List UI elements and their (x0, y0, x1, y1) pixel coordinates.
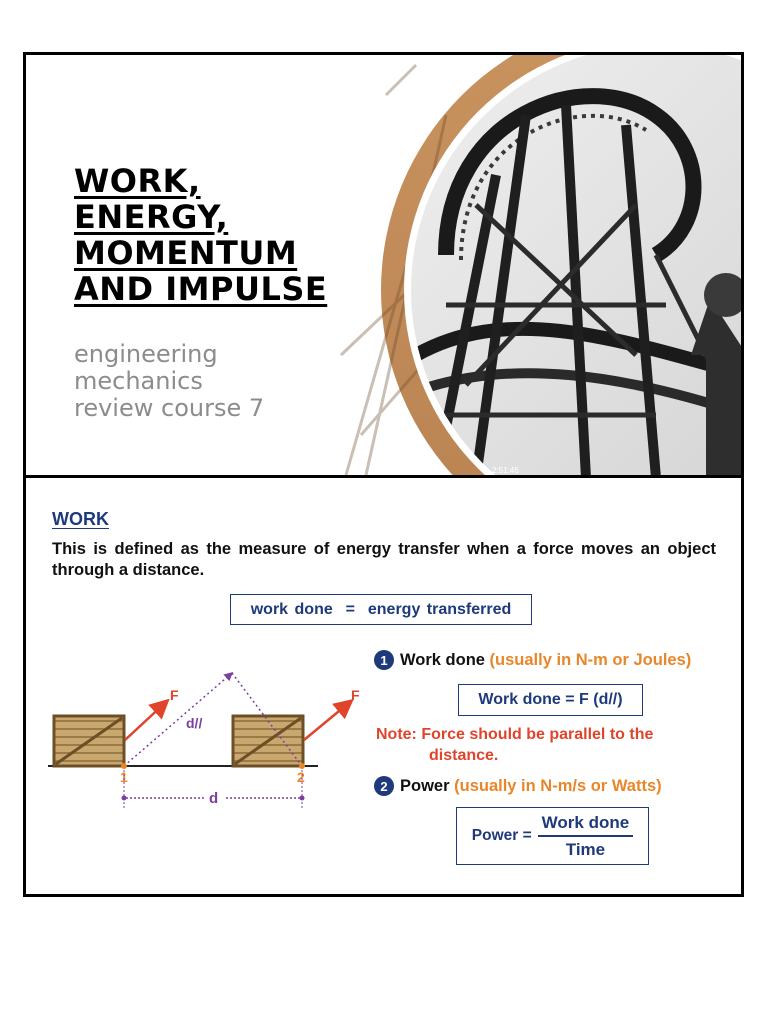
power-item (374, 776, 662, 796)
point-1-label: 1 (120, 769, 128, 785)
roller-coaster-photo (326, 55, 744, 478)
subtitle-line: mechanics (74, 367, 203, 395)
number-badge: 1 (374, 650, 394, 670)
work-slide (23, 475, 744, 897)
section-heading: WORK (52, 509, 109, 529)
equation-box: work done = energy transferred (230, 594, 532, 625)
title-line: ENERGY, (74, 198, 229, 236)
title-line: AND IMPULSE (74, 270, 328, 308)
point-2-label: 2 (297, 769, 305, 785)
formula-lhs: Power = (471, 827, 532, 844)
slide-subtitle (74, 341, 264, 422)
work-formula-box: Work done = F (d//) (458, 684, 643, 716)
power-formula-box (456, 807, 649, 865)
title-slide (23, 52, 744, 478)
definition-text: This is defined as the measure of energy transfer when a force moves an object through a distance. (52, 540, 716, 579)
item-unit: (usually in N-m/s or Watts) (454, 776, 662, 795)
parallel-distance-label: d// (186, 715, 203, 731)
denominator: Time (565, 839, 606, 859)
item-unit: (usually in N-m or Joules) (489, 650, 692, 669)
slide-title (74, 163, 327, 307)
note-text (376, 724, 714, 766)
numerator: Work done (538, 813, 634, 837)
roller-coaster-illustration (326, 55, 744, 478)
fraction (538, 813, 634, 860)
subtitle-line: engineering (74, 340, 218, 368)
crate-1 (54, 716, 124, 766)
timestamp: 2:51:46 (492, 466, 519, 475)
subtitle-line: review course 7 (74, 394, 265, 422)
force-label-1: F (170, 687, 179, 703)
title-line: MOMENTUM (74, 234, 298, 272)
item-label: Work done (400, 650, 485, 669)
number-badge: 2 (374, 776, 394, 796)
force-arrow-1 (125, 702, 166, 740)
note-line: distance. (429, 747, 499, 764)
distance-label: d (209, 790, 219, 807)
force-label-2: F (351, 687, 360, 703)
force-distance-diagram (46, 658, 366, 818)
force-arrow-2 (304, 702, 350, 740)
title-line: WORK, (74, 162, 201, 200)
note-line: Note: Force should be parallel to the (376, 726, 654, 743)
crate-2 (233, 716, 303, 766)
work-done-item (374, 650, 691, 670)
item-label: Power (400, 776, 450, 795)
